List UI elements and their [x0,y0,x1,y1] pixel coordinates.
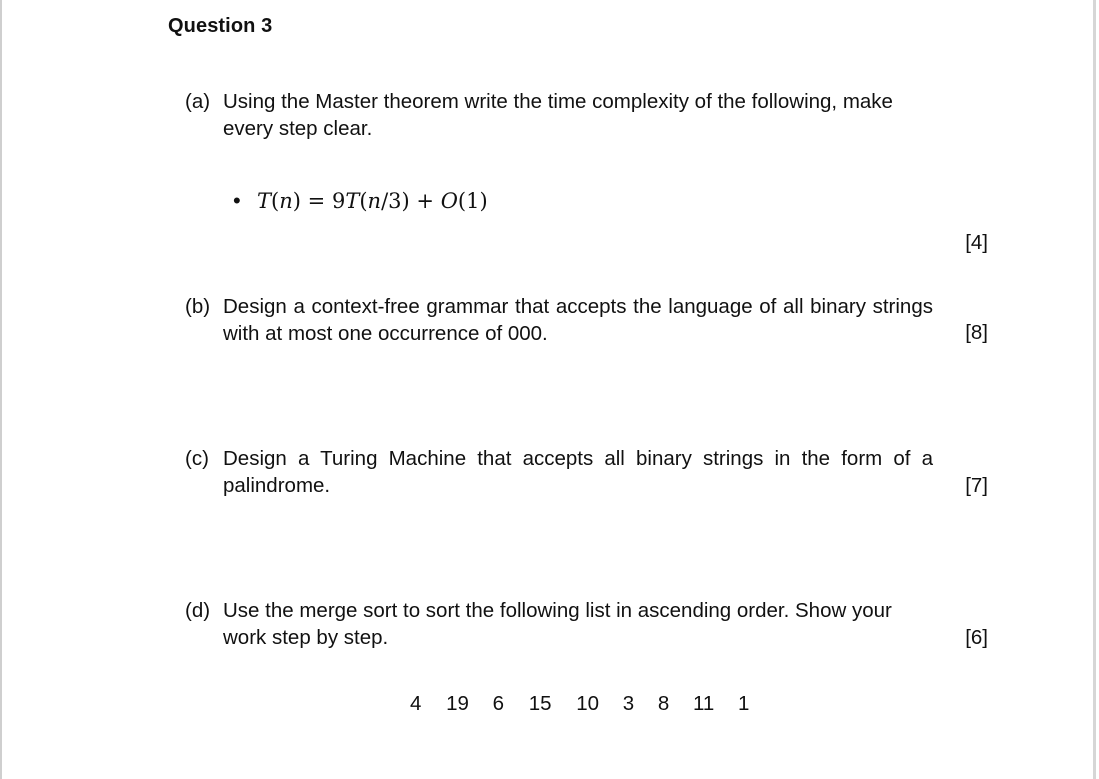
part-d-text-line2: work step by step. [223,626,389,649]
part-a-marks: [4] [965,231,988,254]
list-item: 19 [446,692,469,715]
part-d [185,597,945,657]
part-b-marks: [8] [965,321,988,344]
part-c [185,445,945,505]
question-title: Question 3 [168,15,273,37]
part-a-text [223,88,933,142]
list-item: 8 [657,692,670,715]
part-d-marks: [6] [965,626,988,649]
list-item: 6 [492,692,505,715]
part-a-label: (a) [185,90,211,113]
list-item: 15 [528,692,552,715]
bullet-icon: • [233,188,241,213]
list-item: 10 [576,692,600,715]
part-b [185,293,945,353]
part-a-text-line2: every step clear. [223,117,373,140]
list-item: 11 [692,692,715,715]
part-b-label: (b) [185,295,211,318]
part-d-label: (d) [185,599,211,622]
list-item: 3 [622,692,635,715]
part-c-text: Design a Turing Machine that accepts all binary strings in the form of a palindrome. [223,447,933,497]
list-item: 4 [410,692,422,715]
part-d-text-line1: Use the merge sort to sort the following list in ascending order. Show your [223,599,892,622]
recurrence-equation: T(n) = 9T(n/3) + O(1) [257,189,488,213]
part-c-marks: [7] [965,474,988,497]
part-c-label: (c) [185,447,209,470]
part-d-text [223,597,933,651]
part-a [185,88,945,148]
list-item: 1 [737,692,750,715]
part-a-text-line1: Using the Master theorem write the time complexity of the following, make [223,90,893,113]
number-list [410,690,749,717]
part-b-text: Design a context-free grammar that accepts the language of all binary strings with at most one occurrence of 000. [223,295,933,345]
